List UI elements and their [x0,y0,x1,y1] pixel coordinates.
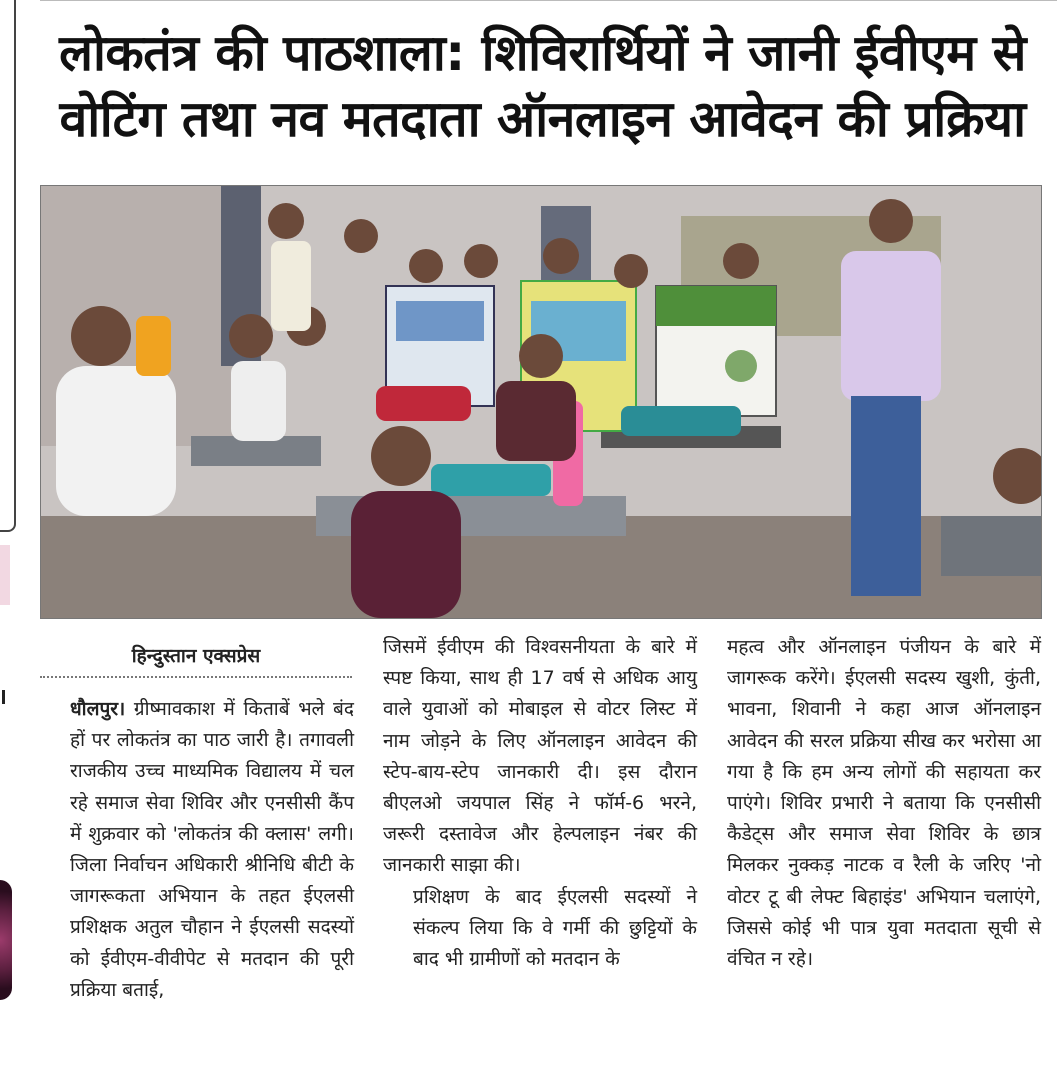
adjacent-column-border [0,0,16,532]
article-column-2 [383,632,697,975]
article-photo [40,185,1042,619]
column-1-text: ग्रीष्मावकाश में किताबें भले बंद हों पर लोकतंत्र का पाठ जारी है। तगावली राजकीय उच्च माध्यमिक विद्यालय में चल रहे समाज सेवा शिविर और एनसीसी कैंप में शुक्रवार को 'लोकतंत्र की क्लास' लगी। जिला निर्वाचन अधिकारी श्रीनिधि बीटी के जागरूकता अभियान के तहत ईएलसी प्रशिक्षक अतुल चौहान ने ईएलसी सदस्यों को ईवीएम-वीवीपेट से मतदान की पूरी प्रक्रिया बताई, [70,698,355,1001]
column-3-text: महत्व और ऑनलाइन पंजीयन के बारे में जागरूक करेंगे। ईएलसी सदस्य खुशी, कुंती, भावना, शिवानी ने कहा आज ऑनलाइन आवेदन की सरल प्रक्रिया सीख कर भरोसा आ गया है कि हम अन्य लोगों की सहायता कर पाएंगे। शिविर प्रभारी ने बताया कि एनसीसी कैडेट्स और समाज सेवा शिविर के छात्र मिलकर नुक्कड़ नाटक व रैली के जरिए 'नो वोटर टू बी लेफ्ट बिहाइंड' अभियान चलाएंगे, जिससे कोई भी पात्र युवा मतदाता सूची से वंचित न रहे। [727,636,1041,971]
column-2-paragraph-2: प्रशिक्षण के बाद ईएलसी सदस्यों ने संकल्प लिया कि वे गर्मी की छुट्टियों के बाद भी ग्रामीणों को मतदान के [413,885,697,971]
article-headline [40,20,1045,152]
adjacent-column-tint [0,545,10,605]
byline: हिन्दुस्तान एक्सप्रेस [131,645,261,667]
headline-line-1: लोकतंत्र की पाठशाला: शिविरार्थियों ने जानी ईवीएम से [59,24,1026,82]
article-column-1 [40,694,354,1006]
adjacent-column-mark [2,690,11,704]
article-column-3 [727,632,1041,975]
dateline: धौलपुर। [70,698,126,720]
classroom-photo-illustration [41,186,1041,618]
column-2-paragraph-1: जिसमें ईवीएम की विश्वसनीयता के बारे में स्पष्ट किया, साथ ही 17 वर्ष से अधिक आयु वाले युवाओं को मोबाइल से वोटर लिस्ट में नाम जोड़ने के लिए ऑनलाइन आवेदन की स्टेप-बाय-स्टेप जानकारी दी। इस दौरान बीएलओ जयपाल सिंह ने फॉर्म-6 भरने, जरूरी दस्तावेज और हेल्पलाइन नंबर की जानकारी साझा की। [383,636,697,877]
headline-line-2: वोटिंग तथा नव मतदाता ऑनलाइन आवेदन की प्रक्रिया [59,90,1026,148]
adjacent-column-image-edge [0,880,12,1000]
top-rule [40,0,1057,7]
byline-divider [40,676,352,678]
